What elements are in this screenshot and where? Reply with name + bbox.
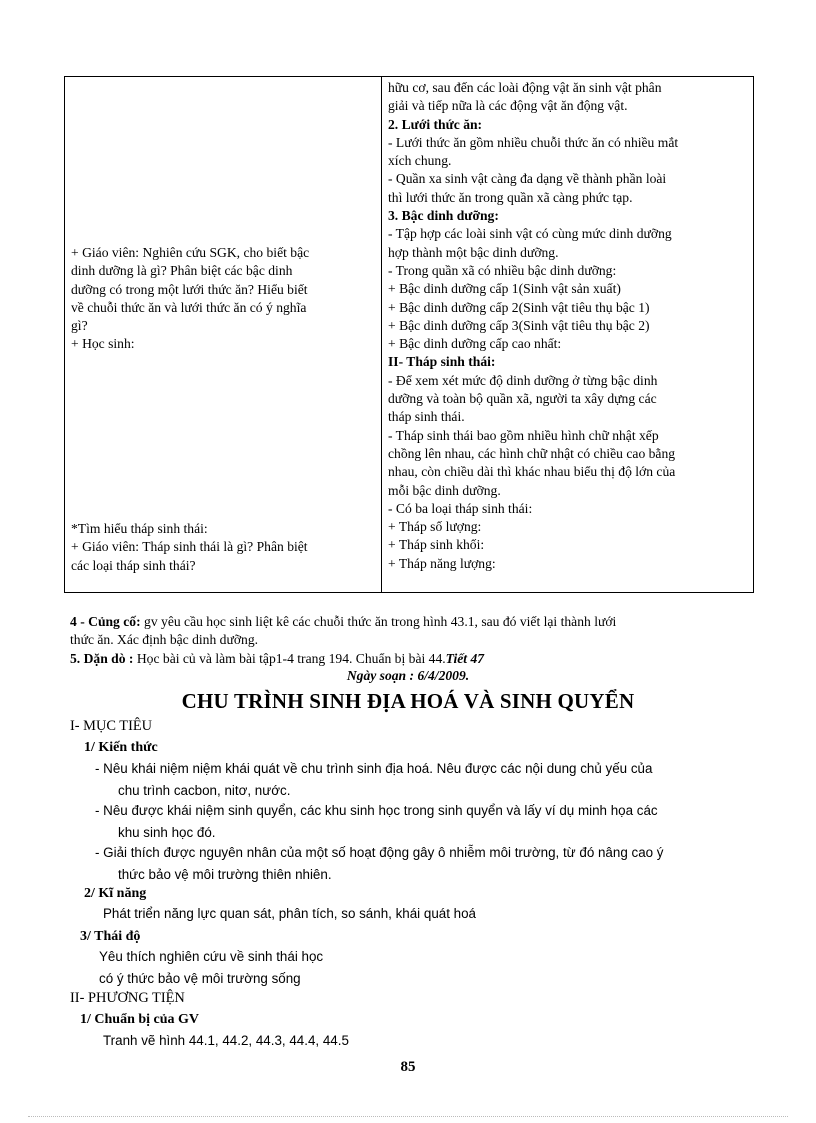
- content-line: + Bậc dinh dưỡng cấp 2(Sinh vật tiêu thụ bậc 1): [388, 299, 650, 315]
- chuan-bi-text: Tranh vẽ hình 44.1, 44.2, 44.3, 44.4, 44.5: [103, 1033, 349, 1048]
- tiet-label: Tiết 47: [445, 651, 485, 666]
- chuan-bi-heading: 1/ Chuẩn bị của GV: [80, 1012, 200, 1027]
- left-line: dưỡng có trong một lưới thức ăn? Hiểu biết: [71, 281, 308, 297]
- kt-line: - Nêu được khái niệm sinh quyển, các khu sinh học trong sinh quyển và lấy ví dụ minh họa các: [95, 803, 658, 818]
- thai-do-line: có ý thức bảo vệ môi trường sống: [99, 971, 301, 986]
- content-line: - Có ba loại tháp sinh thái:: [388, 500, 533, 516]
- thai-do-heading: 3/ Thái độ: [80, 929, 141, 944]
- page-number: 85: [400, 1059, 416, 1075]
- content-line: xích chung.: [388, 153, 452, 169]
- left-line: + Giáo viên: Tháp sinh thái là gì? Phân biệt: [71, 539, 308, 555]
- left-group-2: [71, 520, 371, 575]
- teacher-activity-column: [65, 77, 382, 593]
- content-line: tháp sinh thái.: [388, 409, 465, 425]
- content-line: mỗi bậc dinh dưỡng.: [388, 482, 501, 498]
- left-group-1: [71, 244, 371, 354]
- cung-co-text: gv yêu cầu học sinh liệt kê các chuỗi thức ăn trong hình 43.1, sau đó viết lại thành lưới: [140, 614, 617, 629]
- lesson-table: [64, 76, 754, 593]
- content-line: hữu cơ, sau đến các loài động vật ăn sinh vật phân: [388, 80, 662, 95]
- content-line: - Để xem xét mức độ dinh dưỡng ở từng bậc dinh: [388, 372, 658, 388]
- kt-line: thức bảo vệ môi trường thiên nhiên.: [118, 867, 332, 882]
- heading-thap-sinh-thai: II- Tháp sinh thái:: [388, 354, 496, 370]
- kt-line: khu sinh học đó.: [118, 825, 216, 840]
- cung-co-label: 4 - Củng cố:: [70, 614, 141, 629]
- content-column: [382, 77, 754, 593]
- kt-line: - Giải thích được nguyên nhân của một số hoạt động gây ô nhiễm môi trường, từ đó nâng cao ý: [95, 845, 664, 860]
- content-line: hợp thành một bậc dinh dưỡng.: [388, 244, 559, 260]
- content-line: - Tập hợp các loài sinh vật có cùng mức dinh dưỡng: [388, 226, 672, 242]
- kt-item-2: [95, 800, 658, 844]
- content-line: + Tháp năng lượng:: [388, 555, 496, 571]
- content-line: nhau, còn chiều dài thì khác nhau biểu thị độ lớn của: [388, 464, 676, 480]
- phuong-tien-heading: II- PHƯƠNG TIỆN: [70, 990, 185, 1006]
- content-line: thì lưới thức ăn trong quần xã càng phức tạp.: [388, 189, 633, 205]
- cung-co-text-2: thức ăn. Xác định bậc dinh dưỡng.: [70, 632, 259, 648]
- dan-do-text: Học bài củ và làm bài tập1-4 trang 194. Chuẩn bị bài 44.: [133, 651, 446, 666]
- content-line: - Lưới thức ăn gồm nhiều chuỗi thức ăn có nhiều mắt: [388, 134, 679, 150]
- content-line: - Quần xa sinh vật càng đa dạng về thành phần loài: [388, 171, 667, 187]
- content-line: dưỡng và toàn bộ quần xã, người ta xây dựng các: [388, 391, 657, 407]
- thai-do-items: [99, 946, 323, 990]
- muc-tieu-heading: I- MỤC TIÊU: [70, 718, 153, 734]
- kt-line: - Nêu khái niệm niệm khái quát về chu trình sinh địa hoá. Nêu được các nội dung chủ yếu của: [95, 761, 653, 776]
- content-line: + Bậc dinh dưỡng cấp 1(Sinh vật sản xuất): [388, 281, 621, 297]
- ki-nang-text: Phát triển năng lực quan sát, phân tích, so sánh, khái quát hoá: [103, 906, 476, 921]
- content-line: + Tháp số lượng:: [388, 519, 482, 535]
- cung-co-section: [70, 613, 760, 650]
- left-line: về chuỗi thức ăn và lưới thức ăn có ý nghĩa: [71, 299, 307, 315]
- dan-do-section: [70, 650, 760, 668]
- kt-item-1: [95, 758, 652, 802]
- left-line: dinh dưỡng là gì? Phân biệt các bậc dinh: [71, 263, 293, 279]
- kt-line: chu trình cacbon, nitơ, nước.: [118, 783, 291, 798]
- content-line: chồng lên nhau, các hình chữ nhật có chiều cao bằng: [388, 445, 676, 461]
- left-line: các loại tháp sinh thái?: [71, 557, 196, 573]
- left-line: gì?: [71, 318, 88, 334]
- heading-luoi-thuc-an: 2. Lưới thức ăn:: [388, 116, 483, 132]
- dan-do-label: 5. Dặn dò :: [70, 651, 134, 666]
- ngay-soan: Ngày soạn : 6/4/2009.: [346, 668, 470, 683]
- page-title: CHU TRÌNH SINH ĐỊA HOÁ VÀ SINH QUYỂN: [181, 689, 635, 713]
- kt-item-3: [95, 842, 664, 886]
- ki-nang-heading: 2/ Kĩ năng: [84, 886, 147, 901]
- content-line: - Tháp sinh thái bao gồm nhiều hình chữ nhật xếp: [388, 427, 659, 443]
- left-line: *Tìm hiểu tháp sinh thái:: [71, 521, 208, 536]
- content-line: - Trong quần xã có nhiều bậc dinh dưỡng:: [388, 262, 617, 278]
- heading-bac-dinh-duong: 3. Bậc dinh dưỡng:: [388, 208, 499, 224]
- content-line: + Tháp sinh khối:: [388, 537, 485, 553]
- content-line: + Bậc dinh dưỡng cấp cao nhất:: [388, 336, 562, 352]
- left-line: + Giáo viên: Nghiên cứu SGK, cho biết bậc: [71, 245, 310, 260]
- kien-thuc-heading: 1/ Kiến thức: [84, 740, 158, 755]
- content-line: giải và tiếp nữa là các động vật ăn động vật.: [388, 98, 628, 114]
- left-line: + Học sinh:: [71, 336, 135, 352]
- content-line: + Bậc dinh dưỡng cấp 3(Sinh vật tiêu thụ bậc 2): [388, 317, 650, 333]
- footer-divider: [28, 1116, 788, 1117]
- thai-do-line: Yêu thích nghiên cứu về sinh thái học: [99, 949, 324, 964]
